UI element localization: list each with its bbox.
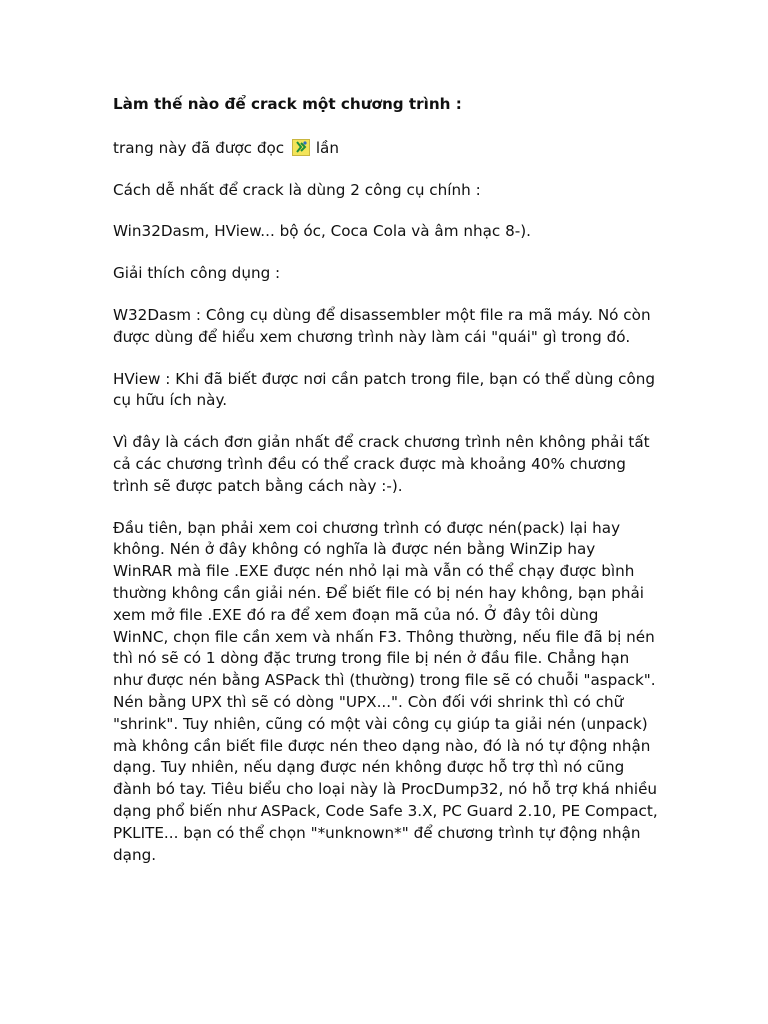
paragraph: Đầu tiên, bạn phải xem coi chương trình có được nén(pack) lại hay không. Nén ở đây không có nghĩa là được nén bằng WinZip hay WinRAR mà file .EXE được nén nhỏ lại mà vẫn có thể chạy được bình thường không cần giải nén. Để biết file có bị nén hay không, bạn phải xem mở file .EXE đó ra để xem đoạn mã của nó. Ở đây tôi dùng WinNC, chọn file cần xem và nhấn F3. Thông thường, nếu file đã bị nén thì nó sẽ có 1 dòng đặc trưng trong file bị nén ở đầu file. Chẳng hạn như được nén bằng ASPack thì (thường) trong file sẽ có chuỗi "aspack". Nén bằng UPX thì sẽ có dòng "UPX...". Còn đối với shrink thì có chữ "shrink". Tuy nhiên, cũng có một vài công cụ giúp ta giải nén (unpack) mà không cần biết file được nén theo dạng nào, đó là nó tự động nhận dạng. Tuy nhiên, nếu dạng được nén không được hỗ trợ thì nó cũng đành bó tay. Tiêu biểu cho loại này là ProcDump32, nó hỗ trợ khá nhiều dạng phổ biến như ASPack, Code Safe 3.X, PC Guard 2.10, PE Compact, PKLITE... bạn có thể chọn "*unknown*" để chương trình tự động nhận dạng. — [113, 518, 658, 864]
counter-text-before: trang này đã được đọc — [113, 138, 285, 157]
view-counter-line — [113, 138, 658, 160]
document-page — [113, 94, 658, 886]
paragraph: W32Dasm : Công cụ dùng để disassembler một file ra mã máy. Nó còn được dùng để hiểu xem chương trình này làm cái "quái" gì trong đó. — [113, 305, 651, 346]
counter-text-after: lần — [315, 138, 339, 157]
counter-icon — [292, 139, 310, 156]
paragraph: Cách dễ nhất để crack là dùng 2 công cụ chính : — [113, 180, 481, 199]
paragraph: Vì đây là cách đơn giản nhất để crack chương trình nên không phải tất cả các chương trình đều có thể crack được mà khoảng 40% chương trình sẽ được patch bằng cách này :-). — [113, 433, 650, 495]
paragraph: HView : Khi đã biết được nơi cần patch trong file, bạn có thể dùng công cụ hữu ích này. — [113, 369, 656, 410]
paragraph: Giải thích công dụng : — [113, 264, 281, 283]
document-title: Làm thế nào để crack một chương trình : — [113, 95, 462, 113]
paragraph: Win32Dasm, HView... bộ óc, Coca Cola và âm nhạc 8-). — [113, 222, 531, 241]
